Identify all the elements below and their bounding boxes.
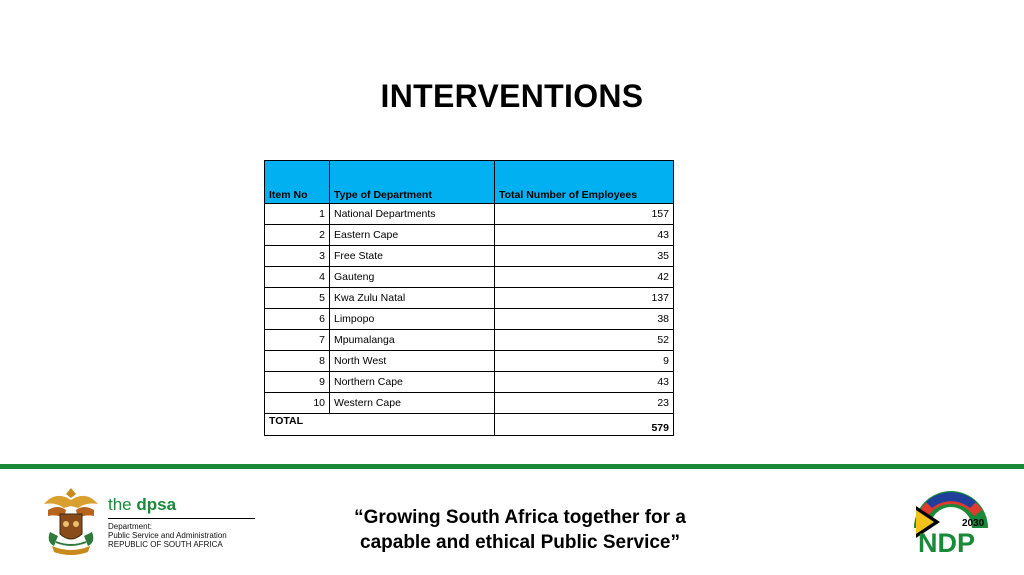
ndp-year: 2030 [962,518,985,529]
department-name: Northern Cape [330,372,495,393]
ndp-2030-logo [910,488,992,556]
item-number: 6 [265,309,330,330]
employee-count: 43 [495,225,674,246]
item-number: 5 [265,288,330,309]
coat-of-arms-icon [38,484,104,556]
item-number: 8 [265,351,330,372]
employee-count: 9 [495,351,674,372]
employee-count: 157 [495,204,674,225]
employee-count: 42 [495,267,674,288]
department-name: Kwa Zulu Natal [330,288,495,309]
total-row [265,414,674,436]
item-number: 4 [265,267,330,288]
table-row [265,246,674,267]
table-row [265,330,674,351]
department-name: Limpopo [330,309,495,330]
tagline-line-1: “Growing South Africa together for a [354,507,686,528]
tagline-line-2: capable and ethical Public Service” [360,532,680,553]
ndp-flag-icon [910,488,992,556]
employee-count: 35 [495,246,674,267]
dpsa-rule [108,518,255,519]
dpsa-department-label: Department: [108,522,153,531]
header-item-no: Item No [265,161,330,204]
header-total-employees: Total Number of Employees [495,161,674,204]
item-number: 10 [265,393,330,414]
table-row [265,225,674,246]
dpsa-wordmark: the dpsa [108,495,177,514]
footer-divider [0,464,1024,469]
table-row [265,204,674,225]
department-name: Gauteng [330,267,495,288]
department-name: Eastern Cape [330,225,495,246]
item-number: 2 [265,225,330,246]
department-name: North West [330,351,495,372]
department-name: Free State [330,246,495,267]
dpsa-logo [38,484,262,558]
employee-count: 23 [495,393,674,414]
item-number: 3 [265,246,330,267]
dpsa-country: REPUBLIC OF SOUTH AFRICA [108,540,223,549]
department-name: National Departments [330,204,495,225]
total-label: TOTAL [265,414,495,436]
item-number: 1 [265,204,330,225]
item-number: 7 [265,330,330,351]
dpsa-department-name: Public Service and Administration [108,531,227,540]
tagline [330,505,710,555]
table-row [265,393,674,414]
header-department-type: Type of Department [330,161,495,204]
employee-count: 52 [495,330,674,351]
ndp-wordmark: NDP [918,528,976,556]
total-value: 579 [495,414,674,436]
table-row [265,288,674,309]
table-row [265,351,674,372]
table-row [265,309,674,330]
employee-count: 38 [495,309,674,330]
employee-count: 43 [495,372,674,393]
employee-count: 137 [495,288,674,309]
page-title: INTERVENTIONS [380,78,644,114]
department-name: Western Cape [330,393,495,414]
department-name: Mpumalanga [330,330,495,351]
interventions-table [264,160,674,436]
table-row [265,372,674,393]
table-row [265,267,674,288]
item-number: 9 [265,372,330,393]
table-header-row [265,161,674,204]
